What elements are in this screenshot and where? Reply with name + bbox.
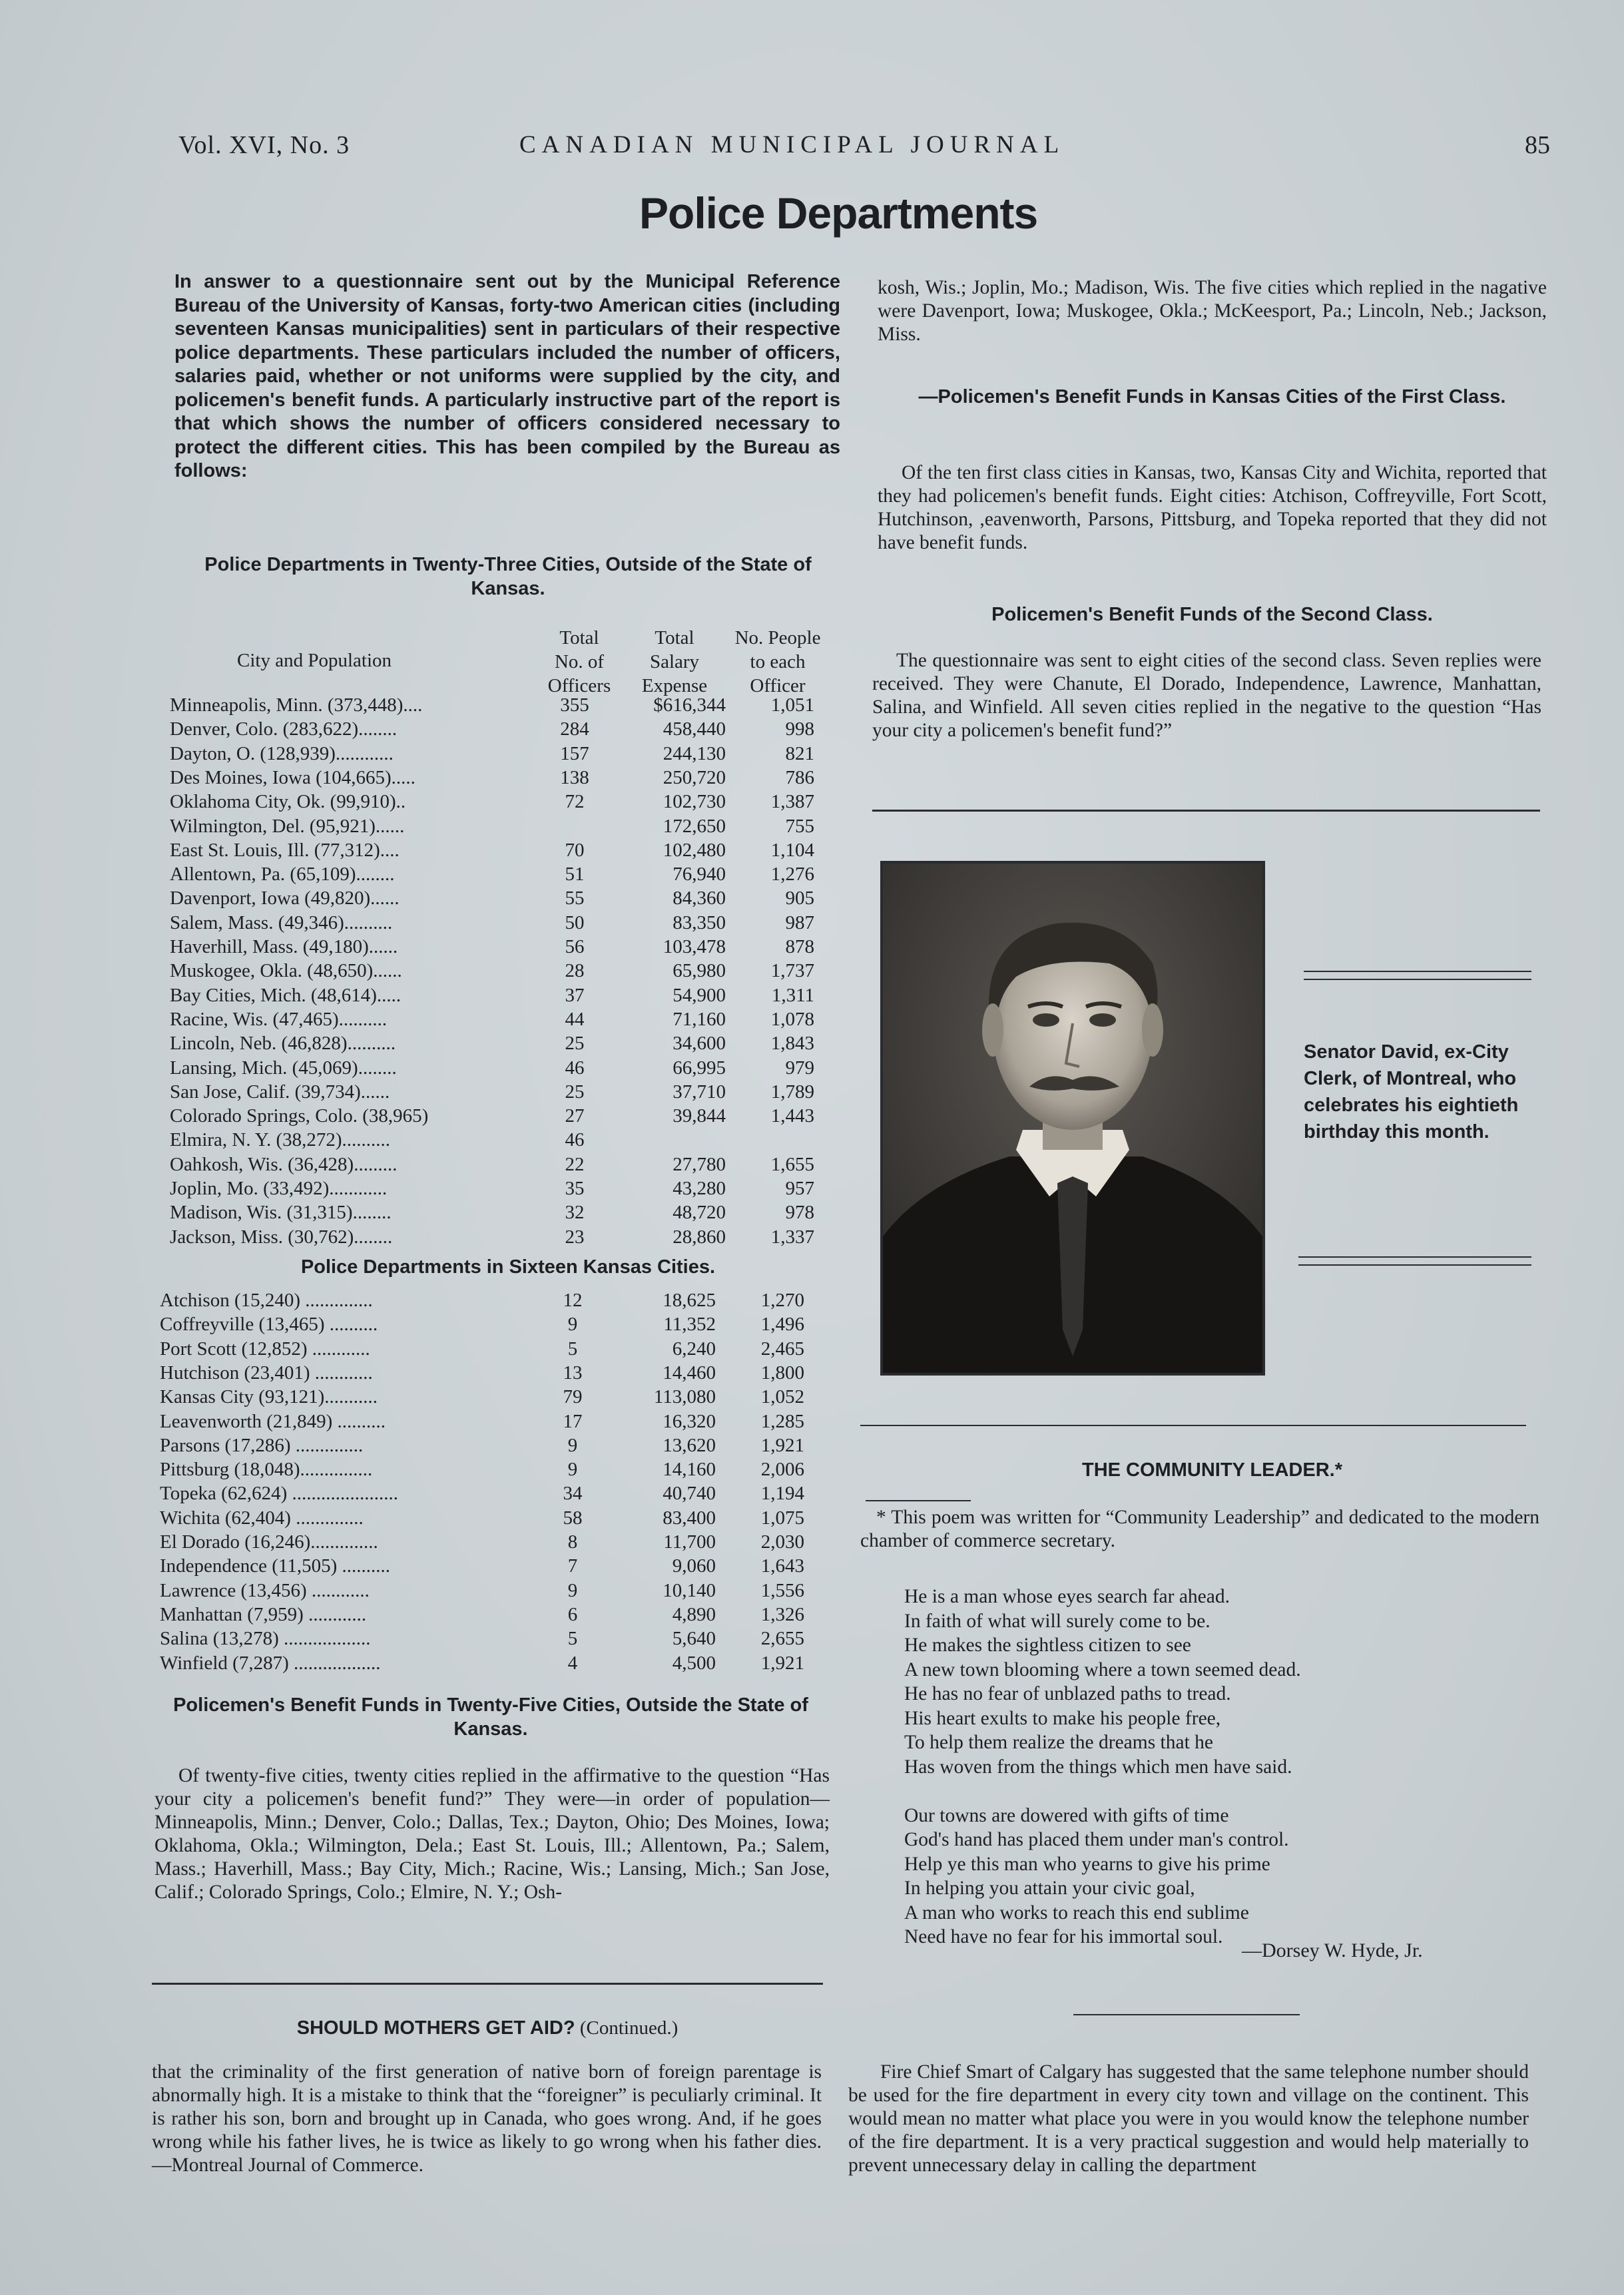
cell-people: 1,387: [770, 791, 814, 813]
table-row: [170, 816, 849, 840]
benefit-second-text: The questionnaire was sent to eight cities of the second class. Seven replies were received. They were Chanute, El Dorado, Independence, Lawrence, Manhattan, Salina, and Winfield. All seven cities replied in the negative to the question “Has your city a policemen's benefit fund?”: [872, 650, 1541, 741]
benefit-outside-text: Of twenty-five cities, twenty cities replied in the affirmative to the question “Has your city a policemen's benefit fund?” They were—in order of population—Minneapolis, Minn.; Denver, Colo.; Dallas, Tex.; Dayton, Ohio; Des Moines, Iowa; Oklahoma, Okla.; Wilmington, Dela.; East St. Louis, Ill.; Allentown, Pa.; Salem, Mass.; Haverhill, Mass.; Bay City, Mich.; Racine, Wis.; Lansing, Mich.; San Jose, Calif.; Colorado Springs, Colo.; Elmire, N. Y.; Osh-: [154, 1765, 830, 1903]
article-title: Police Departments: [639, 188, 1038, 238]
cell-city: Lansing, Mich. (45,069)........: [170, 1057, 397, 1079]
cell-officers: 9: [567, 1434, 578, 1456]
cell-officers: 8: [567, 1531, 578, 1553]
cell-city: Kansas City (93,121)...........: [160, 1386, 378, 1408]
cell-people: 1,194: [760, 1483, 804, 1505]
poem-line: A new town blooming where a town seemed dead.: [904, 1658, 1301, 1680]
cell-city: Wilmington, Del. (95,921)......: [170, 815, 405, 837]
table2-body: [160, 1290, 839, 1676]
cell-city: East St. Louis, Ill. (77,312)....: [170, 839, 400, 861]
table-row: [160, 1628, 839, 1652]
cell-salary: 48,720: [673, 1202, 726, 1224]
cell-city: Salem, Mass. (49,346)..........: [170, 911, 393, 933]
table-row: [160, 1507, 839, 1531]
table-row: [160, 1483, 839, 1507]
cell-salary: 6,240: [672, 1338, 716, 1360]
table-row: [170, 1009, 849, 1033]
cell-officers: 5: [567, 1338, 578, 1360]
table-row: [170, 960, 849, 984]
cell-officers: 9: [567, 1314, 578, 1336]
cell-city: Muskogee, Okla. (48,650)......: [170, 960, 402, 982]
cell-salary: 34,600: [673, 1033, 726, 1055]
cell-salary: 16,320: [663, 1410, 716, 1432]
cell-city: Port Scott (12,852) ............: [160, 1338, 370, 1360]
mothers-text: that the criminality of the first generation of native born of foreign parentage is abnormally high. It is a mistake to think that the “foreigner” is peculiarly criminal. It is rather his son, born and brought up in Canada, who goes wrong. And, if he goes wrong while his father lives, he is twice as likely to go wrong when his father dies.—Montreal Journal of Commerce.: [152, 2061, 822, 2176]
cell-salary: 54,900: [673, 984, 726, 1006]
cell-officers: 37: [565, 984, 585, 1006]
cell-salary: 102,480: [663, 839, 726, 861]
benefit-first-heading: —Policemen's Benefit Funds in Kansas Cities of the First Class.: [918, 386, 1506, 407]
table-row: [160, 1604, 839, 1628]
footnote-rule: [866, 1500, 971, 1501]
cell-officers: 138: [560, 766, 589, 788]
cell-salary: 250,720: [663, 766, 726, 788]
cell-people: 978: [785, 1202, 814, 1224]
cell-people: 1,270: [760, 1290, 804, 1311]
cell-people: 905: [785, 888, 814, 909]
cell-officers: 32: [565, 1202, 585, 1224]
cell-officers: 22: [565, 1153, 585, 1175]
table-row: [160, 1580, 839, 1604]
benefit-second-heading: Policemen's Benefit Funds of the Second Class.: [991, 604, 1433, 625]
cell-people: 878: [785, 936, 814, 957]
table-row: [170, 888, 849, 911]
caption-rule-bottom-1: [1298, 1256, 1531, 1258]
cell-salary: 84,360: [673, 888, 726, 909]
caption-rule-top-1: [1304, 971, 1531, 972]
poem-title: THE COMMUNITY LEADER.*: [1082, 1459, 1342, 1481]
table-row: [170, 718, 849, 742]
cell-city: Denver, Colo. (283,622)........: [170, 718, 398, 740]
cell-city: Joplin, Mo. (33,492)............: [170, 1178, 388, 1199]
poem-line: God's hand has placed them under man's control.: [904, 1829, 1289, 1850]
cell-city: Leavenworth (21,849) ..........: [160, 1410, 386, 1432]
cell-officers: 51: [565, 864, 585, 886]
cell-people: 1,921: [760, 1434, 804, 1456]
cell-salary: 65,980: [673, 960, 726, 982]
cell-salary: 14,460: [663, 1362, 716, 1384]
cell-people: 1,052: [760, 1386, 804, 1408]
table1-column-headers: [166, 626, 846, 706]
section-divider: [1073, 2014, 1300, 2015]
cell-people: 1,789: [770, 1081, 814, 1103]
poem-line: Our towns are dowered with gifts of time: [904, 1804, 1229, 1826]
cell-salary: 102,730: [663, 791, 726, 813]
table-row: [170, 1129, 849, 1153]
poem-line: He makes the sightless citizen to see: [904, 1635, 1191, 1656]
volume-number: Vol. XVI, No. 3: [178, 131, 350, 159]
cell-people: 1,326: [760, 1603, 804, 1625]
cell-people: 957: [785, 1178, 814, 1199]
cell-people: 998: [785, 718, 814, 740]
table-row: [170, 912, 849, 936]
poem-line: In faith of what will surely come to be.: [904, 1610, 1211, 1632]
cell-people: 2,030: [760, 1531, 804, 1553]
cell-city: Colorado Springs, Colo. (38,965): [170, 1105, 429, 1127]
cell-city: Des Moines, Iowa (104,665).....: [170, 766, 415, 788]
cell-salary: $616,344: [653, 694, 726, 716]
cell-officers: 79: [563, 1386, 583, 1408]
cell-city: Madison, Wis. (31,315)........: [170, 1202, 392, 1224]
cell-officers: 157: [560, 742, 589, 764]
poem-line: He is a man whose eyes search far ahead.: [904, 1586, 1230, 1607]
cell-city: Lawrence (13,456) ............: [160, 1579, 370, 1601]
cell-city: Lincoln, Neb. (46,828)..........: [170, 1033, 396, 1055]
cell-city: San Jose, Calif. (39,734)......: [170, 1081, 390, 1103]
cell-officers: 25: [565, 1033, 585, 1055]
cell-city: Salina (13,278) ..................: [160, 1628, 371, 1650]
cell-officers: 50: [565, 911, 585, 933]
cell-people: 1,643: [760, 1555, 804, 1577]
cell-city: Oahkosh, Wis. (36,428).........: [170, 1153, 398, 1175]
cell-salary: 4,500: [672, 1652, 716, 1674]
cell-people: 1,276: [770, 864, 814, 886]
poem-line: In helping you attain your civic goal,: [904, 1878, 1195, 1899]
cell-city: Allentown, Pa. (65,109)........: [170, 864, 395, 886]
poem-author: —Dorsey W. Hyde, Jr.: [1242, 1939, 1423, 1961]
cell-city: Haverhill, Mass. (49,180)......: [170, 936, 398, 957]
cell-officers: 5: [567, 1628, 578, 1650]
cell-officers: 35: [565, 1178, 585, 1199]
col-people-header: No. People to each Officer: [734, 627, 821, 696]
table-row: [160, 1411, 839, 1435]
table-row: [170, 1081, 849, 1105]
poem-lines: [904, 1585, 1301, 1949]
cell-officers: 284: [560, 718, 589, 740]
cell-salary: 10,140: [663, 1579, 716, 1601]
cell-officers: 7: [567, 1555, 578, 1577]
cell-people: 1,104: [770, 839, 814, 861]
benefit-first-text: Of the ten first class cities in Kansas, two, Kansas City and Wichita, reported that they had policemen's benefit funds. Eight cities: Atchison, Coffreyville, Fort Scott, Hutchinson, ,eavenworth, Parsons, Pittsburg, and Topeka reported that they did not have benefit funds.: [878, 462, 1547, 553]
portrait-photo: [880, 861, 1265, 1376]
cell-salary: 66,995: [673, 1057, 726, 1079]
table-row: [170, 985, 849, 1009]
cell-officers: 12: [563, 1290, 583, 1311]
cell-people: 786: [785, 766, 814, 788]
cell-people: 987: [785, 911, 814, 933]
cell-people: 1,843: [770, 1033, 814, 1055]
table-row: [160, 1386, 839, 1410]
cell-officers: 9: [567, 1459, 578, 1481]
col-salary-header: Total Salary Expense: [641, 627, 708, 696]
cell-city: Jackson, Miss. (30,762)........: [170, 1226, 393, 1248]
cell-people: 1,556: [760, 1579, 804, 1601]
table-row: [160, 1653, 839, 1676]
table-row: [170, 936, 849, 960]
cell-city: Dayton, O. (128,939)............: [170, 742, 394, 764]
cell-people: 1,800: [760, 1362, 804, 1384]
cell-salary: 37,710: [673, 1081, 726, 1103]
cell-salary: 39,844: [673, 1105, 726, 1127]
cell-salary: 11,352: [663, 1314, 716, 1336]
cell-city: Topeka (62,624) ......................: [160, 1483, 398, 1505]
cell-people: 821: [785, 742, 814, 764]
cell-city: Bay Cities, Mich. (48,614).....: [170, 984, 402, 1006]
intro-paragraph: In answer to a questionnaire sent out by the Municipal Reference Bureau of the University of Kansas, forty-two American cities (including seventeen Kansas municipalities) sent in particulars of their respective police departments. These particulars included the number of officers, salaries paid, whether or not uniforms were supplied by the city, and policemen's benefit funds. A particularly instructive part of the report is that which shows the number of officers considered necessary to protect the different cities. This has been compiled by the Bureau as follows:: [174, 271, 840, 481]
cell-officers: 46: [565, 1129, 585, 1151]
cell-salary: 244,130: [663, 742, 726, 764]
cell-salary: 27,780: [673, 1153, 726, 1175]
cell-salary: 103,478: [663, 936, 726, 957]
cell-officers: 355: [560, 694, 589, 716]
cell-salary: 5,640: [672, 1628, 716, 1650]
cell-people: 1,443: [770, 1105, 814, 1127]
cell-city: Independence (11,505) ..........: [160, 1555, 391, 1577]
caption-rule-bottom-2: [1298, 1264, 1531, 1266]
table-row: [160, 1290, 839, 1314]
cell-people: 1,311: [771, 984, 814, 1006]
cell-salary: 43,280: [673, 1178, 726, 1199]
benefit-outside-heading: Policemen's Benefit Funds in Twenty-Five Cities, Outside the State of Kansas.: [173, 1694, 808, 1740]
poem-line: To help them realize the dreams that he: [904, 1732, 1214, 1753]
cell-officers: 9: [567, 1579, 578, 1601]
page-number: 85: [1525, 131, 1550, 159]
poem-line: Help ye this man who yearns to give his prime: [904, 1853, 1270, 1875]
cell-people: 1,051: [770, 694, 814, 716]
fire-chief-text: Fire Chief Smart of Calgary has suggested that the same telephone number should be used for the fire department in every city town and village on the continent. This would mean no matter what place you were in you would know the telephone number of the fire department. It is a very practical suggestion and would help materially to prevent unnecessary delay in calling the department: [848, 2061, 1529, 2176]
cell-officers: 28: [565, 960, 585, 982]
cell-officers: 6: [567, 1603, 578, 1625]
cell-salary: 11,700: [663, 1531, 716, 1553]
table-row: [170, 694, 849, 718]
cell-officers: 34: [563, 1483, 583, 1505]
cell-salary: 83,350: [673, 911, 726, 933]
cell-officers: 72: [565, 791, 585, 813]
cell-officers: 17: [563, 1410, 583, 1432]
journal-title: CANADIAN MUNICIPAL JOURNAL: [519, 131, 1065, 158]
cell-city: Winfield (7,287) ..................: [160, 1652, 381, 1674]
cell-city: Racine, Wis. (47,465)..........: [170, 1008, 388, 1030]
cell-officers: 25: [565, 1081, 585, 1103]
cell-officers: 56: [565, 936, 585, 957]
cell-city: Coffreyville (13,465) ..........: [160, 1314, 378, 1336]
cell-people: 755: [785, 815, 814, 837]
benefit-outside-text-cont: kosh, Wis.; Joplin, Mo.; Madison, Wis. The five cities which replied in the nagative were Davenport, Iowa; Muskogee, Okla.; McKeesport, Pa.; Lincoln, Neb.; Jackson, Miss.: [878, 277, 1547, 345]
table2-heading: Police Departments in Sixteen Kansas Cities.: [300, 1256, 716, 1278]
cell-city: Atchison (15,240) ..............: [160, 1290, 373, 1311]
table-row: [160, 1555, 839, 1579]
section-divider: [872, 810, 1540, 812]
cell-salary: 9,060: [672, 1555, 716, 1577]
poem-line: Has woven from the things which men have said.: [904, 1756, 1292, 1778]
cell-officers: 23: [565, 1226, 585, 1248]
cell-people: 2,006: [760, 1459, 804, 1481]
cell-city: Minneapolis, Minn. (373,448)....: [170, 694, 423, 716]
table-row: [170, 864, 849, 888]
table-row: [160, 1338, 839, 1362]
cell-city: Hutchison (23,401) ............: [160, 1362, 373, 1384]
poem-line: His heart exults to make his people free,: [904, 1707, 1221, 1729]
cell-salary: 13,620: [663, 1434, 716, 1456]
table-row: [170, 767, 849, 791]
cell-people: 2,655: [760, 1628, 804, 1650]
cell-city: Elmira, N. Y. (38,272)..........: [170, 1129, 391, 1151]
cell-city: Parsons (17,286) ..............: [160, 1434, 364, 1456]
poem-line: Need have no fear for his immortal soul.: [904, 1926, 1223, 1947]
poem-line: He has no fear of unblazed paths to tread.: [904, 1683, 1231, 1704]
cell-city: El Dorado (16,246)..............: [160, 1531, 378, 1553]
col-city-header: City and Population: [237, 650, 392, 671]
photo-caption: Senator David, ex-City Clerk, of Montreal, who celebrates his eightieth birthday this month.: [1304, 1041, 1519, 1143]
cell-salary: 4,890: [672, 1603, 716, 1625]
cell-people: 1,737: [770, 960, 814, 982]
cell-salary: 172,650: [663, 815, 726, 837]
table-row: [170, 743, 849, 767]
cell-officers: 4: [567, 1652, 578, 1674]
cell-people: 2,465: [760, 1338, 804, 1360]
table-row: [160, 1531, 839, 1555]
cell-officers: 55: [565, 888, 585, 909]
cell-officers: 46: [565, 1057, 585, 1079]
cell-city: Oklahoma City, Ok. (99,910)..: [170, 791, 406, 813]
table-row: [170, 1057, 849, 1081]
cell-people: 1,921: [760, 1652, 804, 1674]
table-row: [170, 1033, 849, 1057]
cell-officers: 13: [563, 1362, 583, 1384]
table1-body: [170, 694, 849, 1247]
cell-salary: 83,400: [663, 1507, 716, 1529]
cell-salary: 18,625: [663, 1290, 716, 1311]
cell-salary: 113,080: [653, 1386, 716, 1408]
cell-city: Wichita (62,404) ..............: [160, 1507, 364, 1529]
cell-people: 979: [785, 1057, 814, 1079]
cell-salary: 28,860: [673, 1226, 726, 1248]
cell-officers: 44: [565, 1008, 585, 1030]
mothers-heading: SHOULD MOTHERS GET AID? (Continued.): [296, 2017, 678, 2039]
table-row: [170, 840, 849, 864]
table-row: [170, 1178, 849, 1202]
table-row: [170, 791, 849, 815]
cell-salary: 458,440: [663, 718, 726, 740]
table-row: [160, 1459, 839, 1483]
cell-officers: 27: [565, 1105, 585, 1127]
table-row: [160, 1362, 839, 1386]
cell-officers: 70: [565, 839, 585, 861]
cell-people: 1,075: [760, 1507, 804, 1529]
poem-footnote: * This poem was written for “Community Leadership” and dedicated to the modern chamber of commerce secretary.: [860, 1507, 1539, 1551]
cell-city: Davenport, Iowa (49,820)......: [170, 888, 400, 909]
table-row: [170, 1202, 849, 1226]
table-row: [160, 1314, 839, 1338]
col-officers-header: Total No. of Officers: [547, 627, 611, 696]
table-row: [170, 1105, 849, 1129]
cell-officers: 58: [563, 1507, 583, 1529]
cell-city: Pittsburg (18,048)...............: [160, 1459, 373, 1481]
section-divider: [860, 1425, 1526, 1426]
table-row: [170, 1226, 849, 1250]
cell-people: 1,496: [760, 1314, 804, 1336]
cell-people: 1,337: [770, 1226, 814, 1248]
table-row: [170, 1154, 849, 1178]
cell-salary: 71,160: [673, 1008, 726, 1030]
cell-salary: 40,740: [663, 1483, 716, 1505]
table-row: [160, 1435, 839, 1459]
cell-salary: 76,940: [673, 864, 726, 886]
caption-rule-top-2: [1304, 979, 1531, 980]
cell-salary: 14,160: [663, 1459, 716, 1481]
cell-people: 1,078: [770, 1008, 814, 1030]
cell-people: 1,655: [770, 1153, 814, 1175]
poem-line: A man who works to reach this end sublime: [904, 1902, 1249, 1923]
cell-city: Manhattan (7,959) ............: [160, 1603, 367, 1625]
table1-heading: Police Departments in Twenty-Three Cities, Outside of the State of Kansas.: [204, 554, 812, 599]
section-divider: [152, 1983, 823, 1985]
cell-people: 1,285: [760, 1410, 804, 1432]
poem-line: [904, 1779, 1301, 1804]
